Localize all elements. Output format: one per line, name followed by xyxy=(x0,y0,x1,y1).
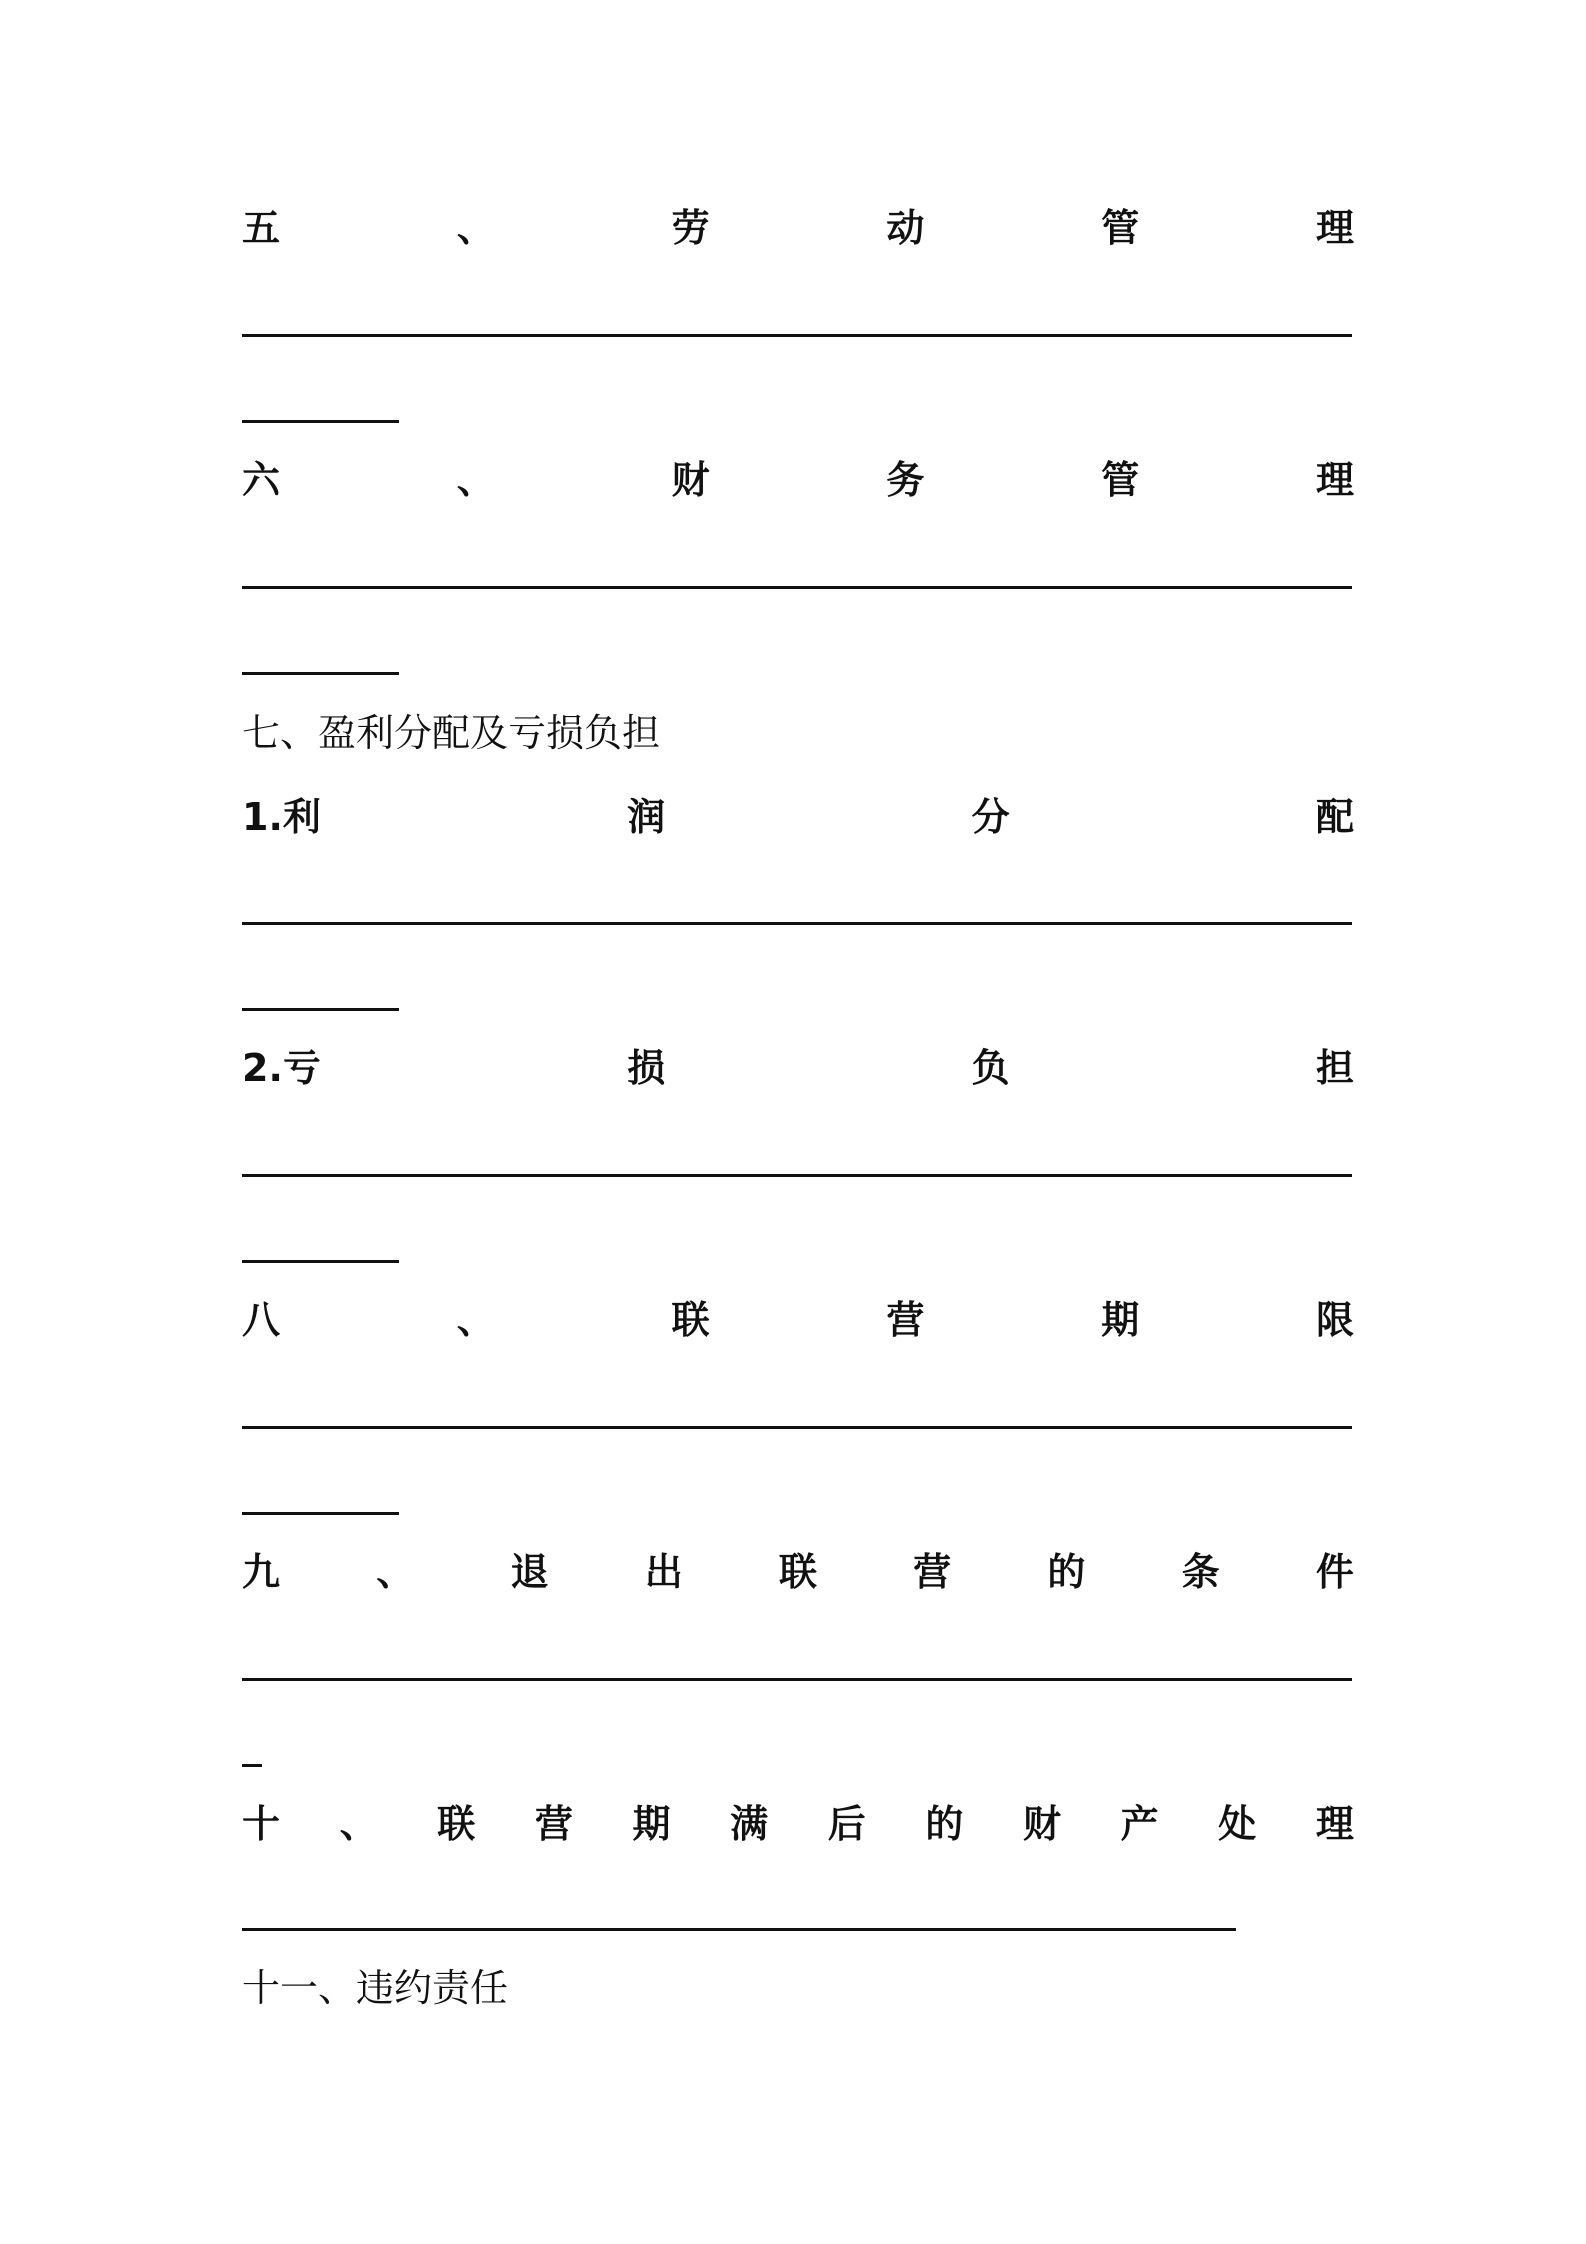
heading-char: 的 xyxy=(925,1802,964,1846)
heading-char: 理 xyxy=(1315,1802,1354,1846)
heading-char: 九 xyxy=(242,1550,281,1594)
heading-char: 理 xyxy=(1315,206,1354,250)
heading-char: 后 xyxy=(827,1802,866,1846)
heading-char: 处 xyxy=(1218,1802,1257,1846)
section-6-heading xyxy=(242,450,1354,510)
heading-char: 务 xyxy=(886,458,925,502)
fill-in-line xyxy=(242,334,1352,337)
section-5-heading xyxy=(242,198,1354,258)
heading-char: 期 xyxy=(1101,1298,1140,1342)
heading-char: 产 xyxy=(1120,1802,1159,1846)
heading-char: 分 xyxy=(971,795,1010,839)
section-7-title: 七、盈利分配及亏损负担 xyxy=(242,711,661,755)
heading-char: 劳 xyxy=(671,206,710,250)
heading-char: 管 xyxy=(1101,206,1140,250)
heading-char: 、 xyxy=(456,206,495,250)
heading-char: 财 xyxy=(1023,1802,1062,1846)
fill-in-line xyxy=(242,1928,1236,1931)
heading-char: 损 xyxy=(627,1046,666,1090)
heading-char: 联 xyxy=(778,1550,817,1594)
heading-char: 联 xyxy=(671,1298,710,1342)
section-11-title: 十一、违约责任 xyxy=(242,1966,509,2010)
heading-char: 联 xyxy=(437,1802,476,1846)
heading-char: 润 xyxy=(627,795,666,839)
heading-char: 、 xyxy=(376,1550,415,1594)
heading-char: 、 xyxy=(339,1802,378,1846)
fill-in-line xyxy=(242,1174,1352,1177)
heading-char: 出 xyxy=(644,1550,683,1594)
fill-in-line xyxy=(242,1008,399,1011)
heading-char: 八 xyxy=(242,1298,281,1342)
fill-in-line xyxy=(242,1426,1352,1429)
heading-char: 财 xyxy=(671,458,710,502)
heading-char: 营 xyxy=(534,1802,573,1846)
heading-char: 营 xyxy=(913,1550,952,1594)
fill-in-line xyxy=(242,586,1352,589)
heading-char: 负 xyxy=(971,1046,1010,1090)
heading-char: 限 xyxy=(1315,1298,1354,1342)
fill-in-line xyxy=(242,922,1352,925)
heading-char: 配 xyxy=(1315,795,1354,839)
section-9-heading xyxy=(242,1542,1354,1602)
section-7-2-heading xyxy=(242,1038,1354,1098)
heading-char: 管 xyxy=(1101,458,1140,502)
fill-in-line xyxy=(242,1512,399,1515)
fill-in-line xyxy=(242,672,399,675)
heading-char: 营 xyxy=(886,1298,925,1342)
heading-char: 2.亏 xyxy=(242,1046,321,1090)
heading-char: 1.利 xyxy=(242,795,321,839)
section-8-heading xyxy=(242,1290,1354,1350)
heading-char: 满 xyxy=(730,1802,769,1846)
fill-in-line xyxy=(242,1764,262,1767)
heading-char: 担 xyxy=(1315,1046,1354,1090)
heading-char: 、 xyxy=(456,458,495,502)
heading-char: 六 xyxy=(242,458,281,502)
heading-char: 十 xyxy=(242,1802,281,1846)
fill-in-line xyxy=(242,1260,399,1263)
fill-in-line xyxy=(242,420,399,423)
section-7-1-heading xyxy=(242,787,1354,847)
heading-char: 退 xyxy=(510,1550,549,1594)
heading-char: 期 xyxy=(632,1802,671,1846)
heading-char: 动 xyxy=(886,206,925,250)
heading-char: 、 xyxy=(456,1298,495,1342)
fill-in-line xyxy=(242,1678,1352,1681)
heading-char: 条 xyxy=(1181,1550,1220,1594)
heading-char: 五 xyxy=(242,206,281,250)
heading-char: 理 xyxy=(1315,458,1354,502)
heading-char: 的 xyxy=(1047,1550,1086,1594)
section-10-heading xyxy=(242,1794,1354,1854)
heading-char: 件 xyxy=(1315,1550,1354,1594)
